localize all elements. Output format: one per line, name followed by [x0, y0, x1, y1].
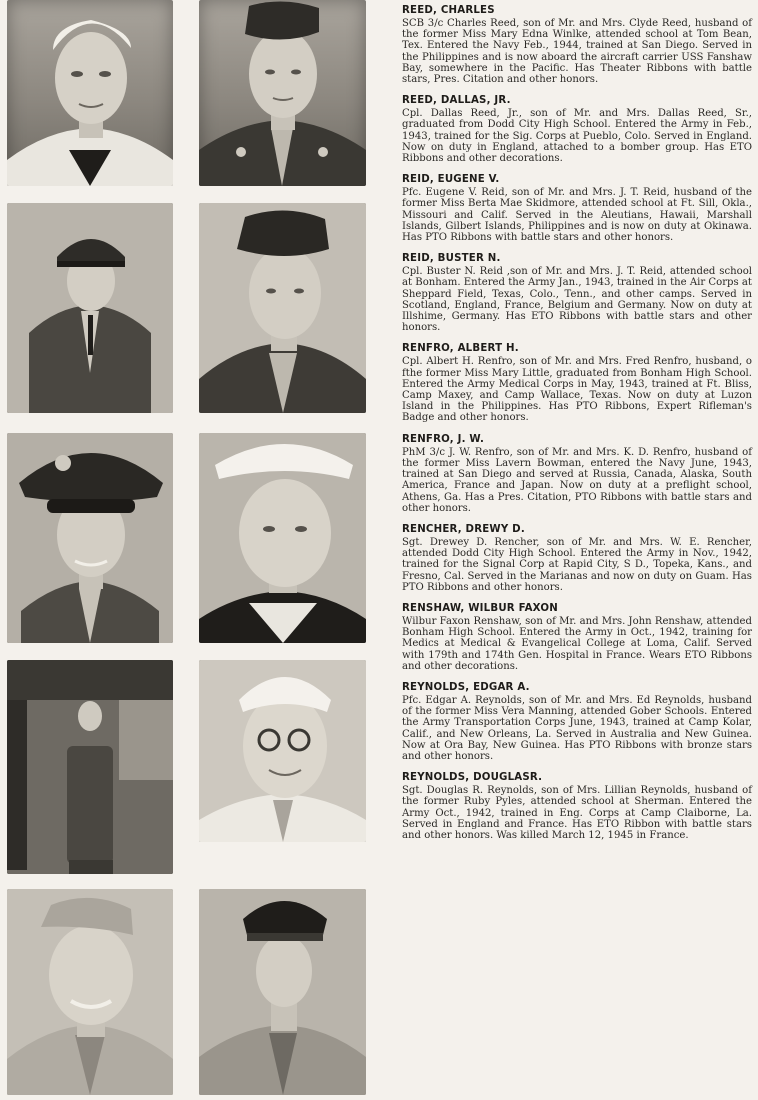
entry-reid-eugene: [402, 173, 752, 243]
portrait-reid-eugene: [7, 203, 173, 413]
entry-name: RENCHER, DREWY D.: [402, 523, 525, 535]
entry-name: REED, CHARLES: [402, 5, 495, 16]
portrait-renshaw-wilbur: [199, 660, 366, 842]
entry-reynolds-edgar: [402, 681, 752, 762]
entry-reed-dallas: [402, 94, 752, 164]
entry-reed-charles: [402, 4, 752, 85]
entry-bio: Sgt. Douglas R. Reynolds, son of Mrs. Lillian Reynolds, husband of the former Ruby Pyles, attended school at Sherman. Entered the Army Oct., 1942, trained in Eng. Corps at Camp Claiborne, La. Served in England and France. Has ETO Ribbon with battle stars and other honors. Was killed March 12, 1945 in France.: [402, 785, 752, 841]
portrait-reynolds-edgar: [7, 889, 173, 1095]
entry-bio: Pfc. Eugene V. Reid, son of Mr. and Mrs. J. T. Reid, husband of the former Miss Berta Mae Skidmore, attended school at Ft. Sill, Okla., Missouri and Calif. Served in the Aleutians, Hawaii, Marshall Islands, Gilbert Islands, Philippines and is now on duty at Okinawa. Has PTO Ribbons with battle stars and other honors.: [402, 187, 752, 244]
entry-bio: Wilbur Faxon Renshaw, son of Mr. and Mrs. John Renshaw, attended Bonham High School. Entered the Army in Oct., 1942, training for Medics at Medical & Evangelical College at Loma, Calif. Served with 179th and 174th Gen. Hospital in France. Wears ETO Ribbons and other decorations.: [402, 615, 752, 672]
portrait-reynolds-douglas: [199, 889, 366, 1095]
entry-reynolds-douglas: [402, 771, 752, 841]
entry-bio: PhM 3/c J. W. Renfro, son of Mr. and Mrs. K. D. Renfro, husband of the former Miss Lavern Bowman, entered the Navy June, 1943, trained at San Diego and served at Russia, Canada, Alaska, South America, France and Japan. Now on duty at a preflight school, Athens, Ga. Has a Pres. Citation, PTO Ribbons with battle stars and other honors.: [402, 446, 752, 514]
portrait-reed-dallas: [199, 0, 366, 186]
portrait-reid-buster: [199, 203, 366, 413]
entry-rencher-drewy: [402, 523, 752, 593]
entry-name: REED, DALLAS, JR.: [402, 95, 511, 107]
entry-bio: Sgt. Drewey D. Rencher, son of Mr. and Mrs. W. E. Rencher, attended Dodd City High School. Entered the Army in Nov., 1942, trained for the Signal Corp at Rapid City, S D., Topeka, Kans., and Fresno, Cal. Served in the Marianas and now on duty on Guam. Has PTO Ribbons and other honors.: [402, 536, 752, 593]
biography-column: [402, 4, 752, 1094]
entry-renfro-albert: [402, 342, 752, 423]
entry-renfro-jw: [402, 433, 752, 514]
entry-name: REYNOLDS, EDGAR A.: [402, 681, 530, 693]
entry-bio: Cpl. Dallas Reed, Jr., son of Mr. and Mrs. Dallas Reed, Sr., graduated from Dodd City High School. Entered the Army in Feb., 1943, trained for the Sig. Corps at Pueblo, Colo. Served in England. Now on duty in England, attached to a bomber group. Has ETO Ribbons and other decorations.: [402, 108, 752, 165]
entry-name: RENSHAW, WILBUR FAXON: [402, 602, 558, 614]
entry-name: RENFRO, J. W.: [402, 433, 485, 445]
entry-name: REID, BUSTER N.: [402, 253, 501, 265]
entry-bio: Cpl. Buster N. Reid ,son of Mr. and Mrs. J. T. Reid, attended school at Bonham. Entered the Army Jan., 1943, trained in the Air Corps at Sheppard Field, Texas, Colo., Tenn., and other camps. Served in Scotland, England, France, Belgium and Germany. Now on duty at Illshime, Germany. Has ETO Ribbons with battle stars and other honors.: [402, 266, 752, 334]
entry-reid-buster: [402, 252, 752, 333]
portrait-renfro-albert: [7, 433, 173, 643]
portrait-rencher-drewy: [7, 660, 173, 874]
portrait-renfro-jw: [199, 433, 366, 643]
entry-name: RENFRO, ALBERT H.: [402, 343, 519, 355]
portrait-reed-charles: [7, 0, 173, 186]
entry-bio: Pfc. Edgar A. Reynolds, son of Mr. and Mrs. Ed Reynolds, husband of the former Miss Vera Manning, attended Gober Schools. Entered the Army Transportation Corps June, 1943, trained at Camp Kolar, Calif., and New Orleans, La. Served in Australia and New Guinea. Now at Ora Bay, New Guinea. Has PTO Ribbons with bronze stars and other honors.: [402, 694, 752, 762]
entry-renshaw-wilbur: [402, 602, 752, 672]
entry-bio: SCB 3/c Charles Reed, son of Mr. and Mrs. Clyde Reed, husband of the former Miss Mary Edna Winlke, attended school at Tom Bean, Tex. Entered the Navy Feb., 1944, trained at San Diego. Served in the Philippines and is now aboard the aircraft carrier USS Fanshaw Bay, somewhere in the Pacific. Has Theater Ribbons with battle stars, Pres. Citation and other honors.: [402, 18, 752, 86]
entry-bio: Cpl. Albert H. Renfro, son of Mr. and Mrs. Fred Renfro, husband, o fthe former Miss Mary Little, graduated from Bonham High School. Entered the Army Medical Corps in May, 1943, trained at Ft. Bliss, Camp Maxey, and Camp Wallace, Texas. Now on duty at Luzon Island in the Philippines. Has PTO Ribbons, Expert Rifleman's Badge and other honors.: [402, 356, 752, 424]
entry-name: REYNOLDS, DOUGLASR.: [402, 772, 543, 784]
entry-name: REID, EUGENE V.: [402, 174, 500, 186]
